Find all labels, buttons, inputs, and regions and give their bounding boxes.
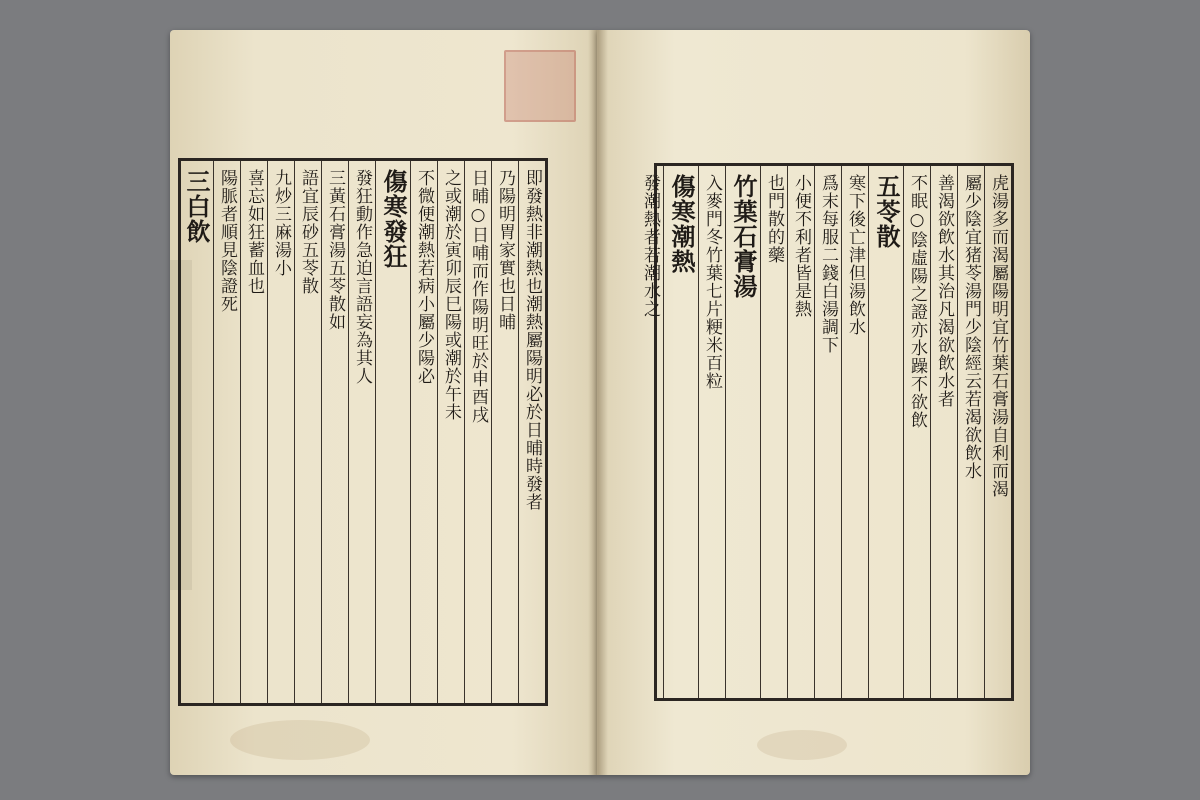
- text-column: 屬少陰宜猪苓湯門少陰經云若渴欲飲水: [957, 166, 984, 698]
- left-text-frame: [178, 158, 548, 706]
- section-heading: 五苓散: [868, 166, 903, 698]
- right-text-frame: [640, 163, 1014, 701]
- text-column: 發潮熱者若潮水之: [640, 174, 660, 318]
- section-heading: 傷寒發狂: [375, 161, 410, 703]
- text-column: 陽脈者順見陰證死: [213, 161, 240, 703]
- open-book: [170, 30, 1030, 775]
- text-column: 不微便潮熱若病小屬少陽必: [410, 161, 437, 703]
- text-column: 乃陽明胃家實也日晡: [491, 161, 518, 703]
- text-column: 也門散的藥: [760, 166, 787, 698]
- text-column: 虎湯多而渴屬陽明宜竹葉石膏湯自利而渴: [984, 166, 1011, 698]
- text-column: 小便不利者皆是熱: [787, 166, 814, 698]
- text-column: 不眠○陰虛陽之證亦水躁不欲飲: [903, 166, 930, 698]
- red-ownership-seal: [504, 50, 576, 122]
- text-column: 語宜辰砂五苓散: [294, 161, 321, 703]
- text-column: 爲末每服二錢白湯調下: [814, 166, 841, 698]
- section-heading: 竹葉石膏湯: [725, 166, 760, 698]
- text-column: 發狂動作急迫言語妄為其人: [348, 161, 375, 703]
- paper-stain: [757, 730, 847, 760]
- text-column: 即發熱非潮熱也潮熱屬陽明必於日晡時發者: [518, 161, 545, 703]
- text-column: 九炒三麻湯小: [267, 161, 294, 703]
- text-column: 喜忘如狂蓄血也: [240, 161, 267, 703]
- text-column: 日晡○日哺而作陽明旺於申酉戌: [464, 161, 491, 703]
- text-column: 之或潮於寅卯辰巳陽或潮於午未: [437, 161, 464, 703]
- section-heading: 傷寒潮熱: [663, 166, 698, 698]
- left-margin-strip: [170, 260, 192, 590]
- section-heading: 三白飲: [182, 169, 211, 244]
- left-page: [170, 30, 597, 775]
- text-column: 入麥門冬竹葉七片粳米百粒: [698, 166, 725, 698]
- paper-stain: [230, 720, 370, 760]
- text-column: 三黃石膏湯五苓散如: [321, 161, 348, 703]
- text-column: 善渴欲飲水其治凡渴欲飲水者: [930, 166, 957, 698]
- book-gutter: [588, 30, 608, 775]
- text-column: 寒下後亡津但湯飲水: [841, 166, 868, 698]
